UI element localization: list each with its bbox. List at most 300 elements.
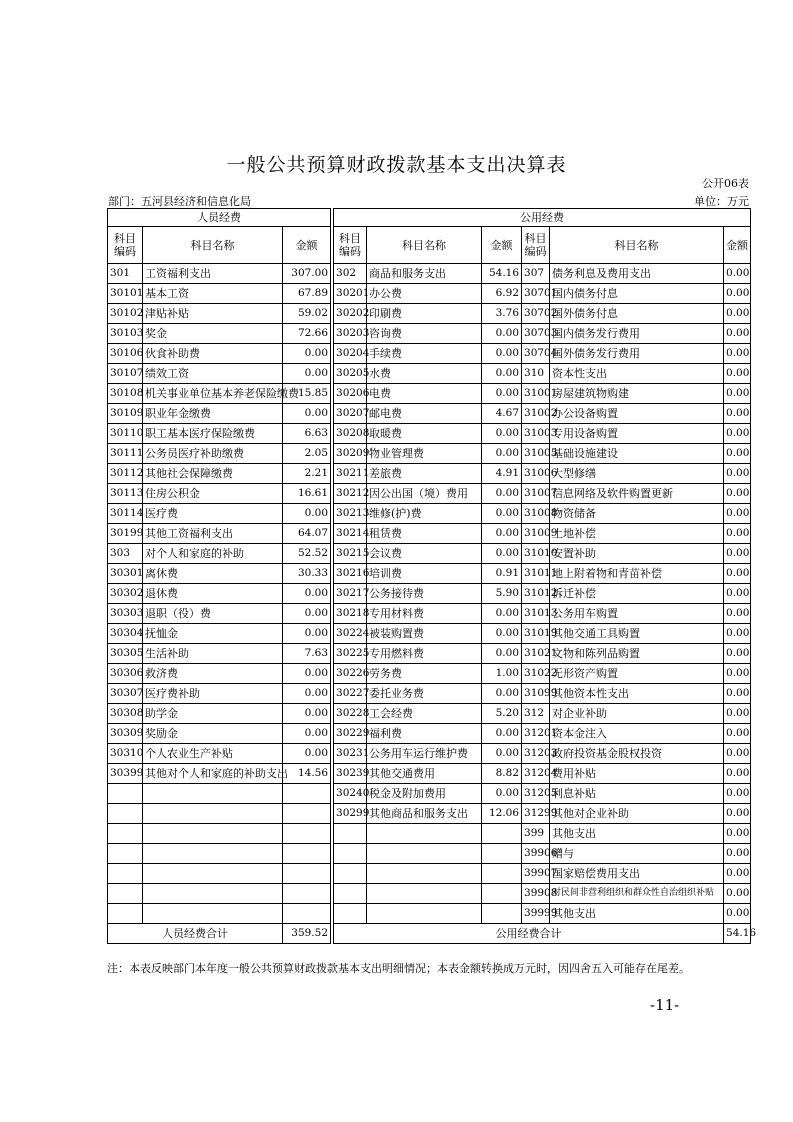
- cell-code: 30303: [108, 604, 143, 624]
- cell-code: 30103: [108, 324, 143, 344]
- public-total-label: 公用经费合计: [334, 924, 724, 944]
- col-header-amount: 金额: [724, 227, 751, 264]
- cell-name: 拆迁补偿: [550, 584, 724, 604]
- cell-name: [143, 864, 283, 884]
- cell-code: 31205: [522, 784, 550, 804]
- cell-code: 39908: [522, 884, 550, 904]
- cell-amount: 67.89: [283, 284, 331, 304]
- cell-code: 301: [108, 264, 143, 284]
- cell-name: 费用补贴: [550, 764, 724, 784]
- cell-name: 其他对企业补助: [550, 804, 724, 824]
- cell-name: 其他支出: [550, 824, 724, 844]
- cell-amount: 0.00: [724, 444, 751, 464]
- cell-amount: 0.00: [724, 864, 751, 884]
- table-row: [108, 444, 751, 464]
- cell-name: 基础设施建设: [550, 444, 724, 464]
- cell-code: 30212: [334, 484, 367, 504]
- col-header-name: 科目名称: [143, 227, 283, 264]
- cell-name: 公务员医疗补助缴费: [143, 444, 283, 464]
- cell-name: 税金及附加费用: [367, 784, 482, 804]
- cell-amount: 72.66: [283, 324, 331, 344]
- cell-code: 30206: [334, 384, 367, 404]
- cell-name: 退休费: [143, 584, 283, 604]
- cell-code: 31022: [522, 664, 550, 684]
- cell-amount: 0.00: [283, 504, 331, 524]
- cell-amount: 0.00: [283, 704, 331, 724]
- table-row: [108, 684, 751, 704]
- cell-name: 绩效工资: [143, 364, 283, 384]
- cell-name: 退职（役）费: [143, 604, 283, 624]
- col-header-code: 科目编码: [108, 227, 143, 264]
- page-title: 一般公共预算财政拨款基本支出决算表: [226, 154, 567, 176]
- table-row: [108, 844, 751, 864]
- cell-code: 30109: [108, 404, 143, 424]
- cell-amount: 5.90: [482, 584, 522, 604]
- cell-name: 办公费: [367, 284, 482, 304]
- cell-name: 电费: [367, 384, 482, 404]
- cell-code: 30305: [108, 644, 143, 664]
- cell-amount: 0.00: [482, 744, 522, 764]
- cell-name: 专用材料费: [367, 604, 482, 624]
- cell-code: 31019: [522, 624, 550, 644]
- unit-label: 单位：万元: [694, 195, 749, 208]
- cell-amount: 0.00: [724, 404, 751, 424]
- cell-amount: 0.00: [724, 424, 751, 444]
- table-row: [108, 884, 751, 904]
- cell-amount: 0.00: [724, 664, 751, 684]
- cell-code: 31204: [522, 764, 550, 784]
- cell-name: 差旅费: [367, 464, 482, 484]
- cell-code: 30108: [108, 384, 143, 404]
- cell-code: 307: [522, 264, 550, 284]
- table-row: [108, 764, 751, 784]
- cell-name: 个人农业生产补贴: [143, 744, 283, 764]
- cell-name: 职工基本医疗保险缴费: [143, 424, 283, 444]
- cell-amount: 64.07: [283, 524, 331, 544]
- department-label: 部门：五河县经济和信息化局: [108, 195, 251, 208]
- cell-name: 公务用车运行维护费: [367, 744, 482, 764]
- cell-amount: [283, 784, 331, 804]
- cell-code: 30207: [334, 404, 367, 424]
- table-row: [108, 364, 751, 384]
- cell-amount: 52.52: [283, 544, 331, 564]
- cell-name: [143, 784, 283, 804]
- cell-code: 30399: [108, 764, 143, 784]
- form-code: 公开06表: [702, 177, 749, 190]
- table-row: [108, 624, 751, 644]
- cell-name: 资本金注入: [550, 724, 724, 744]
- cell-name: 水费: [367, 364, 482, 384]
- cell-amount: 0.00: [724, 824, 751, 844]
- cell-name: 政府投资基金股权投资: [550, 744, 724, 764]
- cell-code: 30224: [334, 624, 367, 644]
- cell-amount: 0.00: [482, 484, 522, 504]
- cell-code: 31005: [522, 444, 550, 464]
- cell-name: 专用燃料费: [367, 644, 482, 664]
- cell-amount: 0.00: [482, 444, 522, 464]
- col-header-code: 科目编码: [522, 227, 550, 264]
- cell-amount: 0.00: [724, 564, 751, 584]
- cell-amount: 2.05: [283, 444, 331, 464]
- table-row: [108, 644, 751, 664]
- cell-amount: 54.16: [482, 264, 522, 284]
- cell-name: 委托业务费: [367, 684, 482, 704]
- cell-amount: [482, 844, 522, 864]
- cell-amount: 6.92: [482, 284, 522, 304]
- cell-amount: 15.85: [283, 384, 331, 404]
- cell-amount: 14.56: [283, 764, 331, 784]
- cell-amount: 0.00: [724, 524, 751, 544]
- cell-amount: 0.00: [724, 844, 751, 864]
- cell-name: [143, 804, 283, 824]
- table-body: [108, 264, 751, 924]
- cell-amount: 30.33: [283, 564, 331, 584]
- cell-amount: [283, 824, 331, 844]
- cell-name: 劳务费: [367, 664, 482, 684]
- cell-amount: 0.00: [724, 484, 751, 504]
- cell-code: 30213: [334, 504, 367, 524]
- cell-amount: 0.00: [482, 604, 522, 624]
- cell-name: 其他交通费用: [367, 764, 482, 784]
- cell-code: 30218: [334, 604, 367, 624]
- table-row: [108, 304, 751, 324]
- cell-name: 其他社会保障缴费: [143, 464, 283, 484]
- cell-name: 奖金: [143, 324, 283, 344]
- cell-code: 31011: [522, 564, 550, 584]
- cell-name: 办公设备购置: [550, 404, 724, 424]
- cell-name: 生活补助: [143, 644, 283, 664]
- cell-amount: 4.91: [482, 464, 522, 484]
- table-row: [108, 904, 751, 924]
- cell-name: 救济费: [143, 664, 283, 684]
- cell-code: 30226: [334, 664, 367, 684]
- cell-name: 福利费: [367, 724, 482, 744]
- col-header-amount: 金额: [283, 227, 331, 264]
- cell-code: [334, 864, 367, 884]
- cell-code: 30302: [108, 584, 143, 604]
- cell-code: 31001: [522, 384, 550, 404]
- cell-amount: 0.00: [482, 684, 522, 704]
- cell-name: 其他交通工具购置: [550, 624, 724, 644]
- cell-name: 物资储备: [550, 504, 724, 524]
- cell-name: 地上附着物和青苗补偿: [550, 564, 724, 584]
- cell-amount: [482, 884, 522, 904]
- cell-code: 30106: [108, 344, 143, 364]
- cell-amount: 7.63: [283, 644, 331, 664]
- cell-amount: 0.00: [724, 624, 751, 644]
- group-header-public: 公用经费: [334, 209, 751, 227]
- cell-name: 其他资本性支出: [550, 684, 724, 704]
- cell-amount: [283, 864, 331, 884]
- cell-amount: 59.02: [283, 304, 331, 324]
- table-row: [108, 404, 751, 424]
- cell-amount: [283, 884, 331, 904]
- cell-code: 30702: [522, 304, 550, 324]
- cell-amount: 0.00: [283, 724, 331, 744]
- table-row: [108, 464, 751, 484]
- cell-code: 31201: [522, 724, 550, 744]
- cell-name: [143, 884, 283, 904]
- cell-code: [334, 824, 367, 844]
- cell-code: 30110: [108, 424, 143, 444]
- cell-amount: 4.67: [482, 404, 522, 424]
- cell-name: 对个人和家庭的补助: [143, 544, 283, 564]
- cell-amount: 0.00: [724, 384, 751, 404]
- cell-code: 303: [108, 544, 143, 564]
- cell-name: 机关事业单位基本养老保险缴费: [143, 384, 283, 404]
- cell-name: 医疗费: [143, 504, 283, 524]
- cell-amount: 0.00: [482, 504, 522, 524]
- cell-code: 30113: [108, 484, 143, 504]
- cell-code: 310: [522, 364, 550, 384]
- cell-amount: 0.00: [724, 284, 751, 304]
- cell-amount: [482, 864, 522, 884]
- cell-amount: 0.00: [482, 544, 522, 564]
- cell-code: 30301: [108, 564, 143, 584]
- table-row: [108, 344, 751, 364]
- cell-code: 30701: [522, 284, 550, 304]
- cell-code: 30202: [334, 304, 367, 324]
- cell-name: 利息补贴: [550, 784, 724, 804]
- cell-name: 债务利息及费用支出: [550, 264, 724, 284]
- cell-code: 30214: [334, 524, 367, 544]
- cell-amount: 1.00: [482, 664, 522, 684]
- budget-table: [107, 208, 757, 944]
- cell-name: 对民间非营利组织和群众性自治组织补贴: [550, 884, 724, 904]
- cell-name: [367, 864, 482, 884]
- cell-name: 公务接待费: [367, 584, 482, 604]
- cell-code: 30704: [522, 344, 550, 364]
- cell-code: 31009: [522, 524, 550, 544]
- cell-name: 商品和服务支出: [367, 264, 482, 284]
- cell-code: 31010: [522, 544, 550, 564]
- cell-amount: 0.00: [724, 504, 751, 524]
- cell-name: 赠与: [550, 844, 724, 864]
- cell-amount: 0.00: [283, 584, 331, 604]
- cell-code: [108, 884, 143, 904]
- cell-amount: 0.00: [724, 804, 751, 824]
- cell-amount: 0.00: [482, 384, 522, 404]
- cell-amount: 0.00: [724, 464, 751, 484]
- cell-code: 31008: [522, 504, 550, 524]
- cell-amount: 0.00: [482, 364, 522, 384]
- cell-code: 30215: [334, 544, 367, 564]
- cell-code: [108, 864, 143, 884]
- cell-amount: 0.00: [482, 724, 522, 744]
- cell-name: 公务用车购置: [550, 604, 724, 624]
- footnote: 注：本表反映部门本年度一般公共预算财政拨款基本支出明细情况；本表金额转换成万元时，因四舍五入可能存在尾差。: [107, 962, 690, 975]
- cell-code: 30304: [108, 624, 143, 644]
- cell-amount: 0.00: [724, 364, 751, 384]
- cell-name: 专用设备购置: [550, 424, 724, 444]
- cell-amount: 0.00: [482, 344, 522, 364]
- cell-code: 31013: [522, 604, 550, 624]
- cell-code: 30227: [334, 684, 367, 704]
- cell-name: [367, 884, 482, 904]
- cell-name: 离休费: [143, 564, 283, 584]
- cell-amount: 0.00: [283, 624, 331, 644]
- cell-name: [143, 844, 283, 864]
- cell-amount: 0.00: [724, 264, 751, 284]
- cell-code: 30307: [108, 684, 143, 704]
- cell-name: 医疗费补助: [143, 684, 283, 704]
- cell-name: [143, 904, 283, 924]
- cell-amount: [283, 844, 331, 864]
- table-row: [108, 284, 751, 304]
- cell-name: 会议费: [367, 544, 482, 564]
- cell-name: 其他对个人和家庭的补助支出: [143, 764, 283, 784]
- cell-amount: 0.00: [724, 744, 751, 764]
- cell-name: 伙食补助费: [143, 344, 283, 364]
- col-header-name: 科目名称: [367, 227, 482, 264]
- cell-amount: 0.00: [283, 744, 331, 764]
- cell-amount: 0.00: [482, 424, 522, 444]
- cell-code: 30228: [334, 704, 367, 724]
- cell-name: 大型修缮: [550, 464, 724, 484]
- cell-amount: 0.00: [283, 604, 331, 624]
- cell-name: 无形资产购置: [550, 664, 724, 684]
- cell-amount: 12.06: [482, 804, 522, 824]
- cell-amount: 16.61: [283, 484, 331, 504]
- cell-name: 租赁费: [367, 524, 482, 544]
- table-row: [108, 584, 751, 604]
- cell-code: [334, 844, 367, 864]
- cell-code: 31006: [522, 464, 550, 484]
- cell-name: [367, 824, 482, 844]
- cell-name: [143, 824, 283, 844]
- table-row: [108, 724, 751, 744]
- cell-code: 30299: [334, 804, 367, 824]
- cell-code: 39906: [522, 844, 550, 864]
- col-header-code: 科目编码: [334, 227, 367, 264]
- cell-amount: 0.00: [724, 304, 751, 324]
- cell-name: 房屋建筑物购建: [550, 384, 724, 404]
- cell-name: 土地补偿: [550, 524, 724, 544]
- cell-code: [334, 904, 367, 924]
- cell-code: [108, 904, 143, 924]
- cell-name: 助学金: [143, 704, 283, 724]
- cell-code: 399: [522, 824, 550, 844]
- cell-code: 30231: [334, 744, 367, 764]
- cell-name: 工资福利支出: [143, 264, 283, 284]
- cell-name: 其他商品和服务支出: [367, 804, 482, 824]
- cell-amount: 5.20: [482, 704, 522, 724]
- cell-amount: 307.00: [283, 264, 331, 284]
- cell-code: 30111: [108, 444, 143, 464]
- table-row: [108, 484, 751, 504]
- cell-name: 取暖费: [367, 424, 482, 444]
- cell-name: 国内债务发行费用: [550, 324, 724, 344]
- cell-name: 基本工资: [143, 284, 283, 304]
- cell-code: 30239: [334, 764, 367, 784]
- cell-amount: [283, 804, 331, 824]
- cell-name: 奖励金: [143, 724, 283, 744]
- cell-code: 30229: [334, 724, 367, 744]
- public-total-amount: 54.16: [724, 924, 751, 944]
- cell-code: 39999: [522, 904, 550, 924]
- cell-name: 物业管理费: [367, 444, 482, 464]
- cell-code: 30309: [108, 724, 143, 744]
- table-row: [108, 324, 751, 344]
- cell-code: [334, 884, 367, 904]
- cell-name: 国内债务付息: [550, 284, 724, 304]
- cell-code: 30199: [108, 524, 143, 544]
- cell-code: 30204: [334, 344, 367, 364]
- cell-code: 30203: [334, 324, 367, 344]
- cell-name: 咨询费: [367, 324, 482, 344]
- cell-name: 文物和陈列品购置: [550, 644, 724, 664]
- cell-code: 30101: [108, 284, 143, 304]
- cell-code: 30114: [108, 504, 143, 524]
- cell-amount: 0.00: [482, 624, 522, 644]
- cell-name: 对企业补助: [550, 704, 724, 724]
- cell-name: 工会经费: [367, 704, 482, 724]
- cell-code: 312: [522, 704, 550, 724]
- cell-code: 31203: [522, 744, 550, 764]
- cell-code: 30225: [334, 644, 367, 664]
- cell-amount: 2.21: [283, 464, 331, 484]
- cell-amount: 0.00: [482, 524, 522, 544]
- cell-code: [108, 844, 143, 864]
- cell-name: [367, 844, 482, 864]
- cell-name: 其他支出: [550, 904, 724, 924]
- cell-code: 30310: [108, 744, 143, 764]
- cell-amount: 0.91: [482, 564, 522, 584]
- table-row: [108, 804, 751, 824]
- cell-amount: 6.63: [283, 424, 331, 444]
- cell-code: 30209: [334, 444, 367, 464]
- table-row: [108, 664, 751, 684]
- cell-code: 30112: [108, 464, 143, 484]
- cell-amount: 0.00: [283, 684, 331, 704]
- cell-code: 30107: [108, 364, 143, 384]
- cell-amount: 0.00: [724, 344, 751, 364]
- cell-amount: [482, 824, 522, 844]
- cell-code: 31099: [522, 684, 550, 704]
- cell-amount: 0.00: [482, 784, 522, 804]
- table-row: [108, 424, 751, 444]
- table-row: [108, 384, 751, 404]
- cell-name: 安置补助: [550, 544, 724, 564]
- cell-name: 印刷费: [367, 304, 482, 324]
- cell-amount: 0.00: [482, 644, 522, 664]
- table-row: [108, 564, 751, 584]
- table-row: [108, 784, 751, 804]
- cell-amount: 0.00: [724, 764, 751, 784]
- cell-amount: [283, 904, 331, 924]
- cell-code: 30208: [334, 424, 367, 444]
- cell-code: 30102: [108, 304, 143, 324]
- cell-name: 住房公积金: [143, 484, 283, 504]
- cell-name: 手续费: [367, 344, 482, 364]
- cell-name: 因公出国（境）费用: [367, 484, 482, 504]
- cell-amount: 0.00: [724, 544, 751, 564]
- cell-code: 30306: [108, 664, 143, 684]
- cell-code: 39907: [522, 864, 550, 884]
- table-row: [108, 264, 751, 284]
- cell-amount: 0.00: [724, 724, 751, 744]
- cell-code: [108, 784, 143, 804]
- cell-amount: 0.00: [724, 644, 751, 664]
- table-row: [108, 544, 751, 564]
- cell-name: 国外债务发行费用: [550, 344, 724, 364]
- cell-amount: 0.00: [482, 324, 522, 344]
- table-row: [108, 504, 751, 524]
- table-row: [108, 704, 751, 724]
- cell-name: 抚恤金: [143, 624, 283, 644]
- cell-name: 被装购置费: [367, 624, 482, 644]
- cell-name: 维修(护)费: [367, 504, 482, 524]
